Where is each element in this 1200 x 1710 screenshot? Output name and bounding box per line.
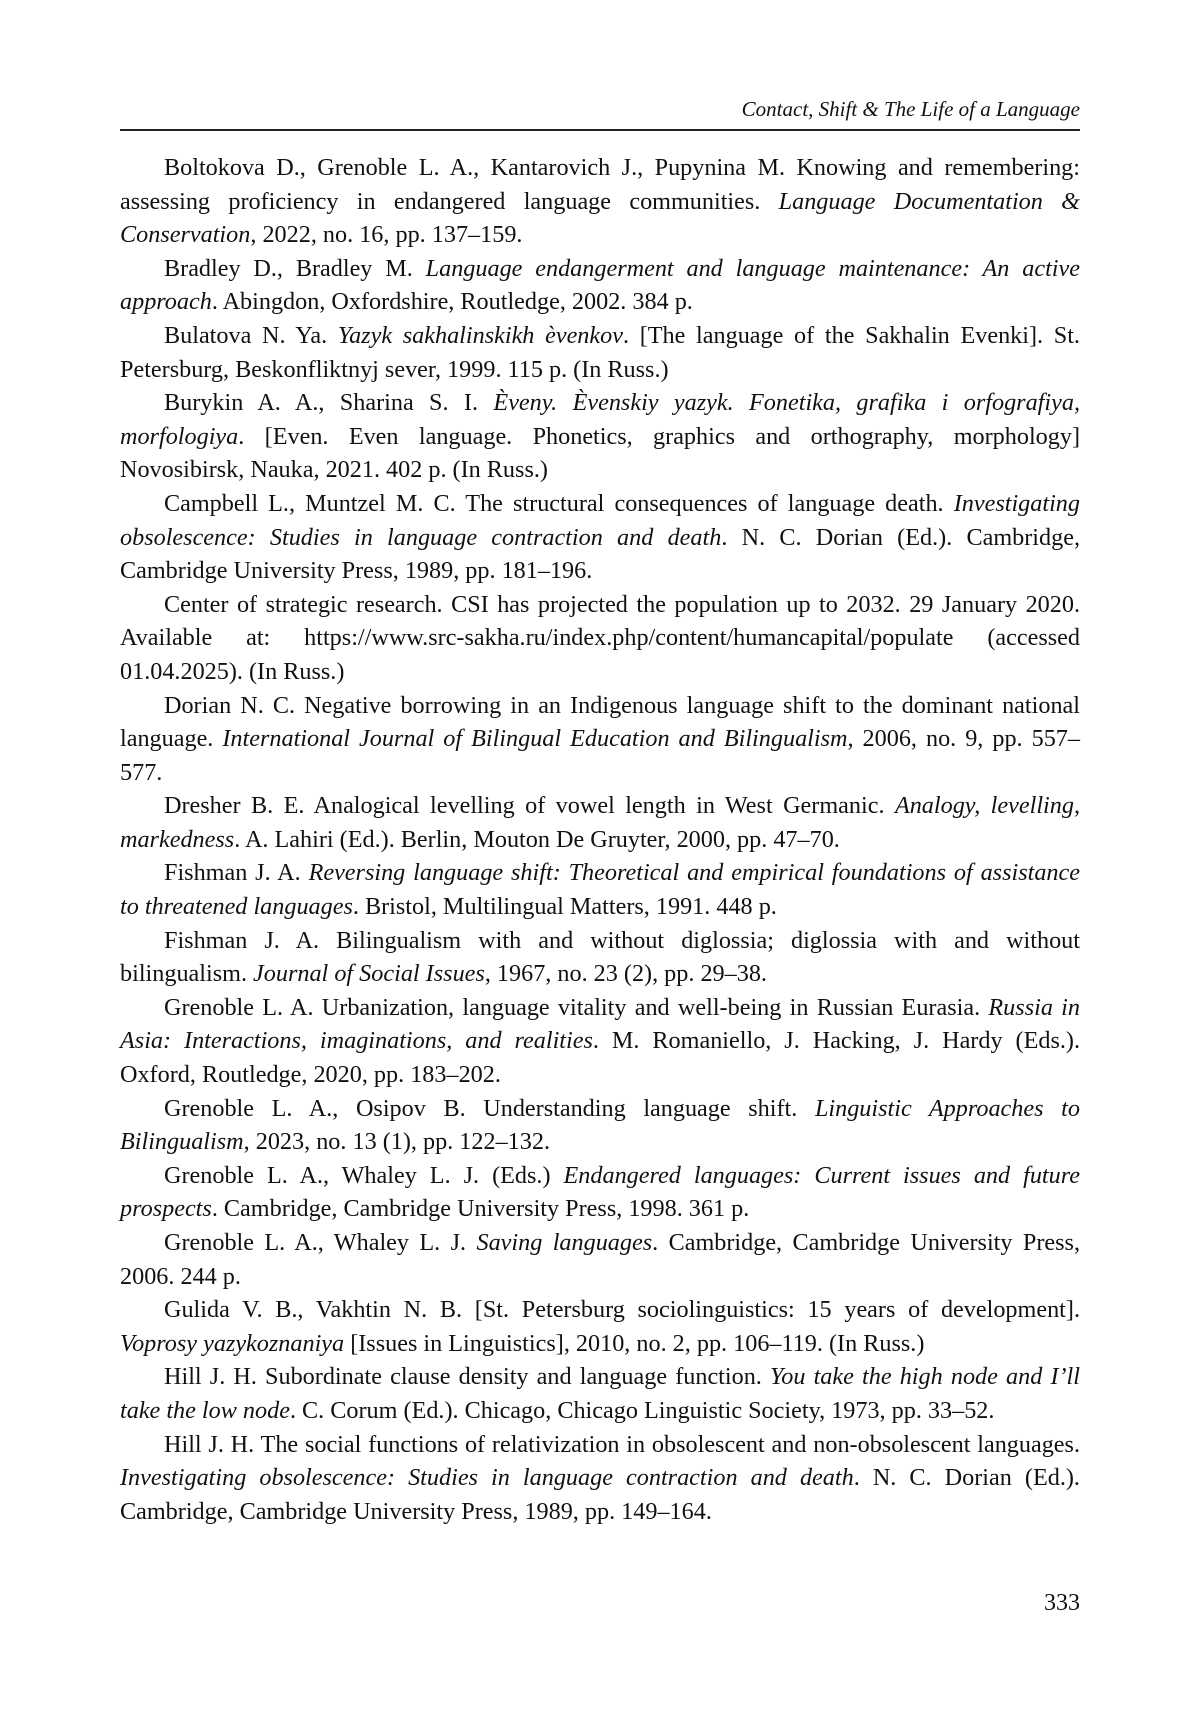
reference-title-italic: Analogy, levelling, markedness [120,792,1081,853]
reference-text: . A. Lahiri (Ed.). Berlin, Mouton De Gruyter, 2000, pp. 47–70. [234,825,840,853]
reference-entry [120,1428,1080,1529]
reference-title-italic: Saving languages [476,1229,653,1256]
reference-text: . Cambridge, Cambridge University Press, 1998. 361 p. [211,1195,750,1223]
reference-title-italic: Russia in Asia: Interactions, imaginations, and realities [120,993,1080,1055]
reference-title-italic: Linguistic Approaches to Bilingualism [120,1094,1080,1156]
reference-text: [Issues in Linguistics], 2010, no. 2, pp. 106–119. (In Russ.) [344,1329,925,1357]
reference-text: . N. C. Dorian (Ed.). Cambridge, Cambridge University Press, 1989, pp. 149–164. [120,1464,1080,1525]
reference-title-italic: Yazyk sakhalinskikh èvenkov [337,321,623,349]
reference-entry [120,487,1080,588]
page-number: 333 [1044,1590,1080,1616]
reference-text: , 1967, no. 23 (2), pp. 29–38. [484,960,767,988]
reference-text: Burykin A. A., Sharina S. I. [164,389,494,417]
reference-text: Center of strategic research. CSI has projected the population up to 2032. 29 January 2020. Available at: https://www.src-sakha.ru/index.php/content/humancapital/populate (accessed 01.04.2025). (In Russ.) [120,590,1080,685]
reference-text: Fishman J. A. [164,859,309,887]
reference-text: Hill J. H. Subordinate clause density and language function. [164,1363,770,1391]
reference-entry [120,1360,1080,1427]
reference-entry [120,789,1080,856]
reference-text: Dresher B. E. Analogical levelling of vowel length in West Germanic. [164,792,895,820]
reference-title-italic: Investigating obsolescence: Studies in language contraction and death [120,489,1080,551]
reference-text: . Bristol, Multilingual Matters, 1991. 448 p. [352,893,777,921]
reference-text: . Cambridge, Cambridge University Press, 2006. 244 p. [120,1229,1080,1290]
reference-entry [120,386,1080,487]
reference-text: , 2006, no. 9, pp. 557–577. [120,725,1080,786]
reference-text: , 2023, no. 13 (1), pp. 122–132. [243,1128,550,1156]
reference-text: Campbell L., Muntzel M. C. The structural consequences of language death. [164,489,954,517]
reference-entry [120,991,1080,1092]
reference-title-italic: Reversing language shift: Theoretical and empirical foundations of assistance to threatened languages [120,859,1080,921]
reference-entry [120,252,1080,319]
reference-text: Grenoble L. A., Whaley L. J. (Eds.) [164,1161,564,1189]
reference-title-italic: Investigating obsolescence: Studies in language contraction and death [120,1464,854,1492]
reference-entry [120,151,1080,252]
reference-text: Grenoble L. A., Whaley L. J. [164,1229,477,1256]
reference-entry [120,319,1080,386]
reference-title-italic: You take the high node and I’ll take the low node [120,1363,1080,1424]
running-head: Contact, Shift & The Life of a Language [120,96,1080,131]
reference-title-italic: Voprosy yazykoznaniya [120,1329,345,1357]
reference-list [120,151,1080,1528]
reference-entry [120,924,1080,991]
reference-text: . N. C. Dorian (Ed.). Cambridge, Cambridge University Press, 1989, pp. 181–196. [120,523,1080,585]
reference-text: Bulatova N. Ya. [164,321,338,349]
reference-text: Gulida V. B., Vakhtin N. B. [St. Petersburg sociolinguistics: 15 years of development]. [164,1296,1080,1324]
reference-title-italic: International Journal of Bilingual Education and Bilingualism [222,725,848,753]
reference-text: Grenoble L. A., Osipov B. Understanding language shift. [164,1094,815,1122]
reference-text: . [The language of the Sakhalin Evenki]. St. Petersburg, Beskonfliktnyj sever, 1999. 115 p. (In Russ.) [120,321,1080,383]
reference-text: . C. Corum (Ed.). Chicago, Chicago Linguistic Society, 1973, pp. 33–52. [289,1396,995,1424]
reference-entry [120,689,1080,790]
reference-entry [120,1159,1080,1226]
reference-entry [120,1226,1080,1293]
reference-text: Boltokova D., Grenoble L. A., Kantarovich J., Pupynina M. Knowing and remembering: assessing proficiency in endangered language communities. [120,154,1080,215]
reference-text: Dorian N. C. Negative borrowing in an Indigenous language shift to the dominant national language. [120,691,1080,753]
reference-entry [120,588,1080,689]
reference-title-italic: Journal of Social Issues [253,960,485,988]
reference-text: Hill J. H. The social functions of relativization in obsolescent and non-obsolescent languages. [164,1430,1080,1458]
reference-entry [120,856,1080,923]
reference-entry [120,1092,1080,1159]
page [120,96,1080,1528]
reference-text: , 2022, no. 16, pp. 137–159. [250,221,523,249]
reference-text: . M. Romaniello, J. Hacking, J. Hardy (Eds.). Oxford, Routledge, 2020, pp. 183–202. [120,1027,1081,1089]
reference-text: . [Even. Even language. Phonetics, graphics and orthography, morphology] Novosibirsk, Nauka, 2021. 402 p. (In Russ.) [120,422,1080,484]
reference-entry [120,1293,1080,1360]
reference-title-italic: Language endangerment and language maintenance: An active approach [120,254,1080,316]
reference-title-italic: Èveny. Èvenskiy yazyk. Fonetika, grafika i orfografiya, morfologiya [120,389,1080,450]
reference-title-italic: Endangered languages: Current issues and future prospects [120,1161,1080,1223]
reference-text: Grenoble L. A. Urbanization, language vitality and well-being in Russian Eurasia. [164,993,989,1021]
reference-text: . Abingdon, Oxfordshire, Routledge, 2002. 384 p. [211,288,693,316]
reference-text: Bradley D., Bradley M. [164,254,426,282]
reference-title-italic: Language Documentation & Conservation [120,187,1080,249]
reference-text: Fishman J. A. Bilingualism with and without diglossia; diglossia with and without bilingualism. [120,926,1080,988]
